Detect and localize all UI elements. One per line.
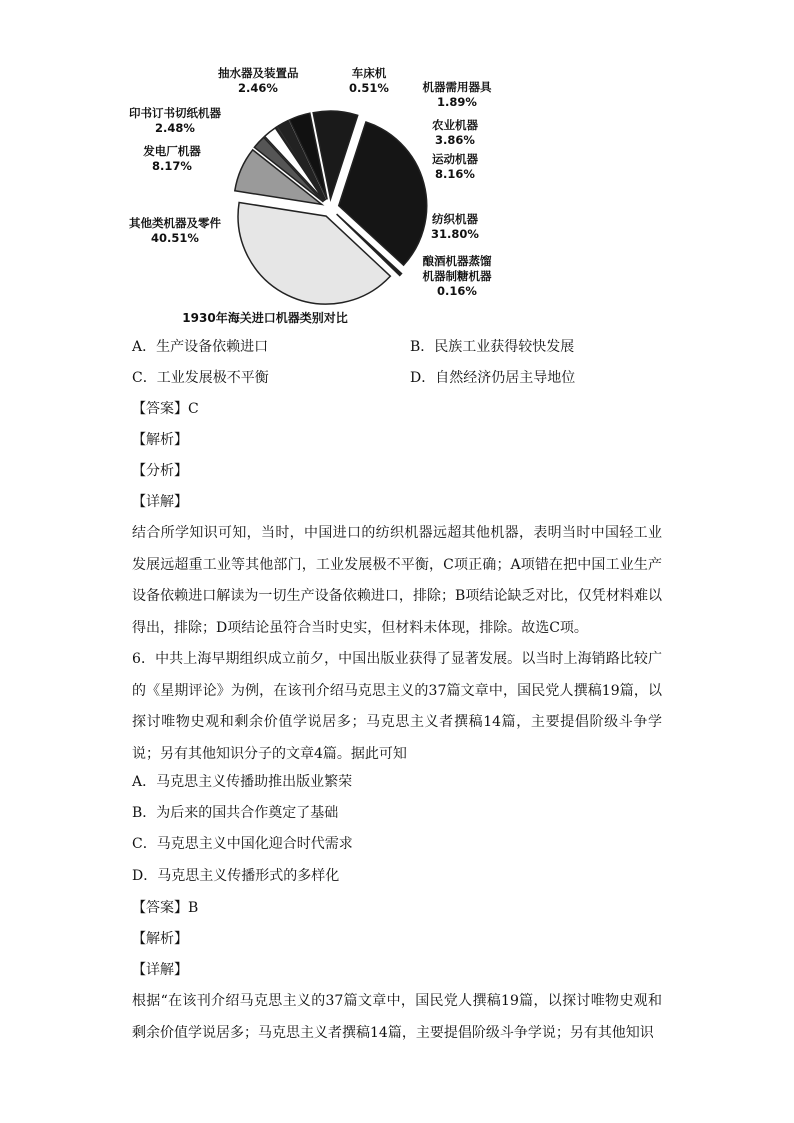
- q5-option-b: B．民族工业获得较快发展: [410, 339, 575, 355]
- pie-chart: [120, 58, 520, 330]
- q6-detail-heading: 【详解】: [132, 962, 188, 978]
- chart-title: 1930年海关进口机器类别对比: [182, 311, 348, 325]
- label-brewing: 酿酒机器蒸馏 机器制糖机器 0.16%: [422, 254, 492, 298]
- label-other: 其他类机器及零件 40.51%: [129, 216, 221, 245]
- label-motion: 运动机器 8.16%: [432, 152, 478, 181]
- q6-option-a: A．马克思主义传播助推出版业繁荣: [132, 774, 353, 790]
- q5-detail-heading: 【详解】: [132, 494, 188, 510]
- q6-option-c: C．马克思主义中国化迎合时代需求: [132, 836, 353, 852]
- label-lathe: 车床机 0.51%: [349, 66, 389, 95]
- q6-detail-text: 根据“在该刊介绍马克思主义的37篇文章中，国民党人撰稿19篇，以探讨唯物史观和剩余价值学说居多；马克思主义者撰稿14篇，主要提倡阶级斗争学说；另有其他知识: [132, 993, 662, 1041]
- label-tools: 机器需用器具 1.89%: [422, 80, 492, 109]
- label-textile: 纺织机器 31.80%: [431, 212, 479, 241]
- q6-answer: 【答案】B: [132, 900, 199, 916]
- label-agri: 农业机器 3.86%: [432, 118, 478, 147]
- q6-option-d: D．马克思主义传播形式的多样化: [132, 868, 340, 884]
- label-printing: 印书订书切纸机器 2.48%: [129, 106, 221, 135]
- q6-option-b: B．为后来的国共合作奠定了基础: [132, 805, 339, 821]
- label-pump: 抽水器及装置品 2.46%: [218, 66, 299, 95]
- q5-option-a: A．生产设备依赖进口: [132, 339, 269, 355]
- q5-fenxi-heading: 【分析】: [132, 463, 188, 479]
- label-power: 发电厂机器 8.17%: [143, 144, 201, 173]
- q5-option-c: C．工业发展极不平衡: [132, 370, 269, 386]
- q5-option-d: D．自然经济仍居主导地位: [410, 370, 576, 386]
- q6-stem: 6．中共上海早期组织成立前夕，中国出版业获得了显著发展。以当时上海销路比较广的《星期评论》为例，在该刊介绍马克思主义的37篇文章中，国民党人撰稿19篇，以探讨唯物史观和剩余价值学说居多；马克思主义者撰稿14篇，主要提倡阶级斗争学说；另有其他知识分子的文章4篇。据此可知: [132, 651, 662, 762]
- q5-analysis-heading: 【解析】: [132, 432, 188, 448]
- q6-analysis-heading: 【解析】: [132, 931, 188, 947]
- q5-answer: 【答案】C: [132, 401, 199, 417]
- q5-detail-text: 结合所学知识可知，当时，中国进口的纺织机器远超其他机器，表明当时中国轻工业发展远超重工业等其他部门，工业发展极不平衡，C项正确；A项错在把中国工业生产设备依赖进口解读为一切生产设备依赖进口，排除；B项结论缺乏对比，仅凭材料难以得出，排除；D项结论虽符合当时史实，但材料未体现，排除。故选C项。: [132, 525, 662, 636]
